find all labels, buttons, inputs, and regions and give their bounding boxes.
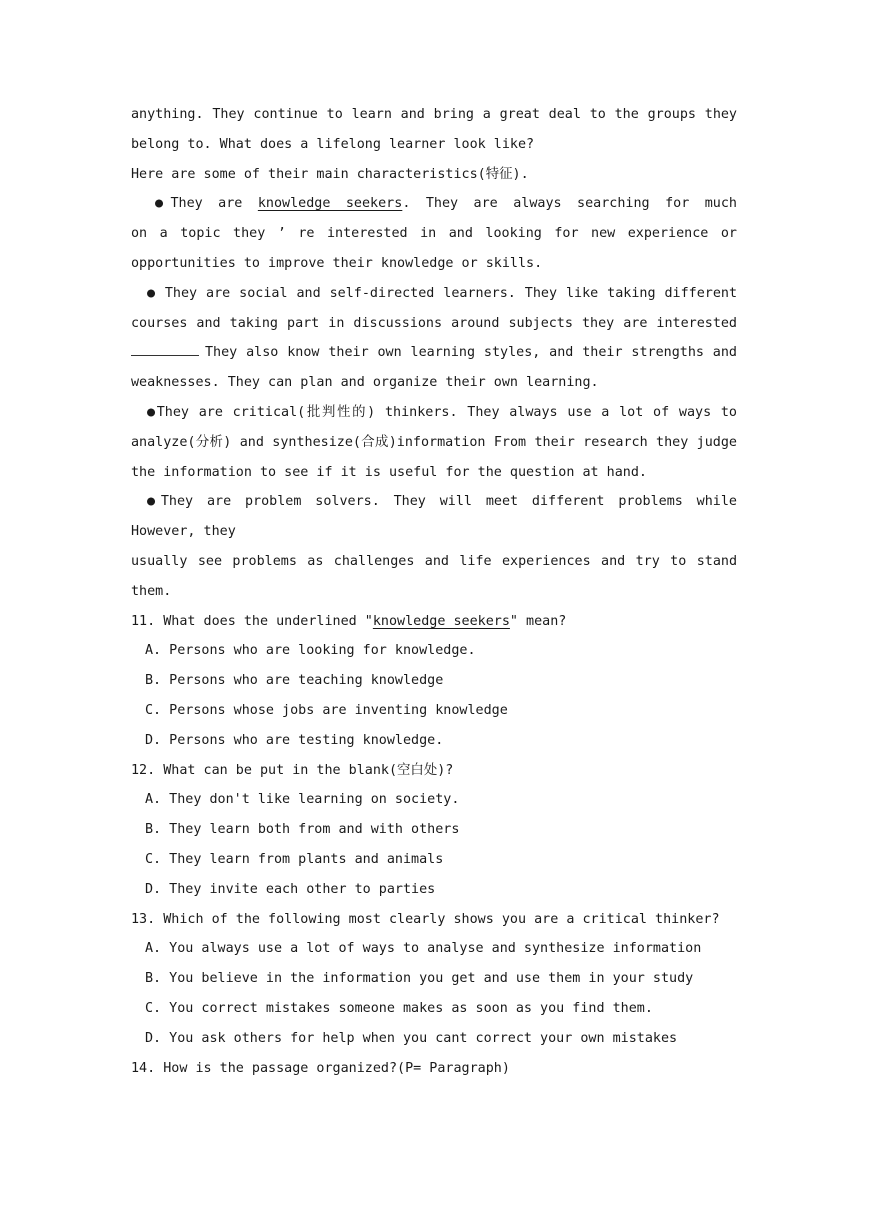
bullet-social-learners [131,279,737,398]
passage-line: Here are some of their main characteristics(特征). [131,166,529,182]
option-b[interactable]: B. You believe in the information you get and use them in your study [145,971,694,987]
question-14 [131,1054,737,1084]
option-a[interactable]: A. They don't like learning on society. [145,792,460,808]
bullet-line: usually see problems as challenges and life experiences and try to stand [131,553,737,569]
bullet-text: They also know their own learning styles, and their strengths and [205,345,737,361]
bullet-line: However, they [131,524,236,540]
question-stem [131,607,737,637]
passage [131,100,737,607]
stem-text: " mean? [509,613,567,629]
option-d[interactable]: D. You ask others for help when you cant correct your own mistakes [145,1030,678,1046]
bullet-line: ●They are critical(批判性的) thinkers. They always use a lot of ways to [147,404,737,420]
bullet-text: . They are always searching for much [402,196,737,212]
passage-line: belong to. What does a lifelong learner look like? [131,136,535,152]
bullet-line: opportunities to improve their knowledge or skills. [131,255,543,271]
bullet-critical-thinkers [131,398,737,487]
bullet-line: weaknesses. They can plan and organize their own learning. [131,375,599,391]
bullet-line: ●They are problem solvers. They will meet different problems while [147,494,737,510]
bullet-line: them. [131,583,172,599]
question-12 [131,756,737,905]
bullet-prefix: ●They are [155,196,258,212]
bullet-line [131,189,737,219]
question-stem: 13. Which of the following most clearly shows you are a critical thinker? [131,911,720,927]
question-stem: 14. How is the passage organized?(P= Paragraph) [131,1060,510,1076]
option-a[interactable]: A. You always use a lot of ways to analyse and synthesize information [145,941,702,957]
bullet-line [131,338,737,368]
option-a[interactable]: A. Persons who are looking for knowledge. [145,643,476,659]
stem-text: 11. What does the underlined " [131,613,373,629]
underlined-phrase: knowledge seekers [257,196,403,212]
option-d[interactable]: D. Persons who are testing knowledge. [145,732,444,748]
option-b[interactable]: B. Persons who are teaching knowledge [145,673,444,689]
option-c[interactable]: C. You correct mistakes someone makes as soon as you find them. [145,1000,653,1016]
option-b[interactable]: B. They learn both from and with others [145,822,460,838]
option-d[interactable]: D. They invite each other to parties [145,881,436,897]
question-11 [131,607,737,756]
bullet-line: analyze(分析) and synthesize(合成)information From their research they judge [131,434,737,450]
bullet-line: ● They are social and self-directed learners. They like taking different [147,285,737,301]
underlined-phrase: knowledge seekers [372,613,510,629]
bullet-line: the information to see if it is useful for the question at hand. [131,464,647,480]
question-13 [131,905,737,1054]
bullet-line: on a topic they ’ re interested in and looking for new experience or [131,226,737,242]
bullet-problem-solvers [131,487,737,606]
bullet-knowledge-seekers [131,189,737,278]
answer-blank[interactable] [131,339,199,356]
option-c[interactable]: C. Persons whose jobs are inventing knowledge [145,702,508,718]
question-stem: 12. What can be put in the blank(空白处)? [131,762,454,778]
passage-line: anything. They continue to learn and bring a great deal to the groups they [131,107,737,122]
option-c[interactable]: C. They learn from plants and animals [145,851,444,867]
bullet-line: courses and taking part in discussions around subjects they are interested [131,315,737,331]
document-page [131,100,737,1083]
